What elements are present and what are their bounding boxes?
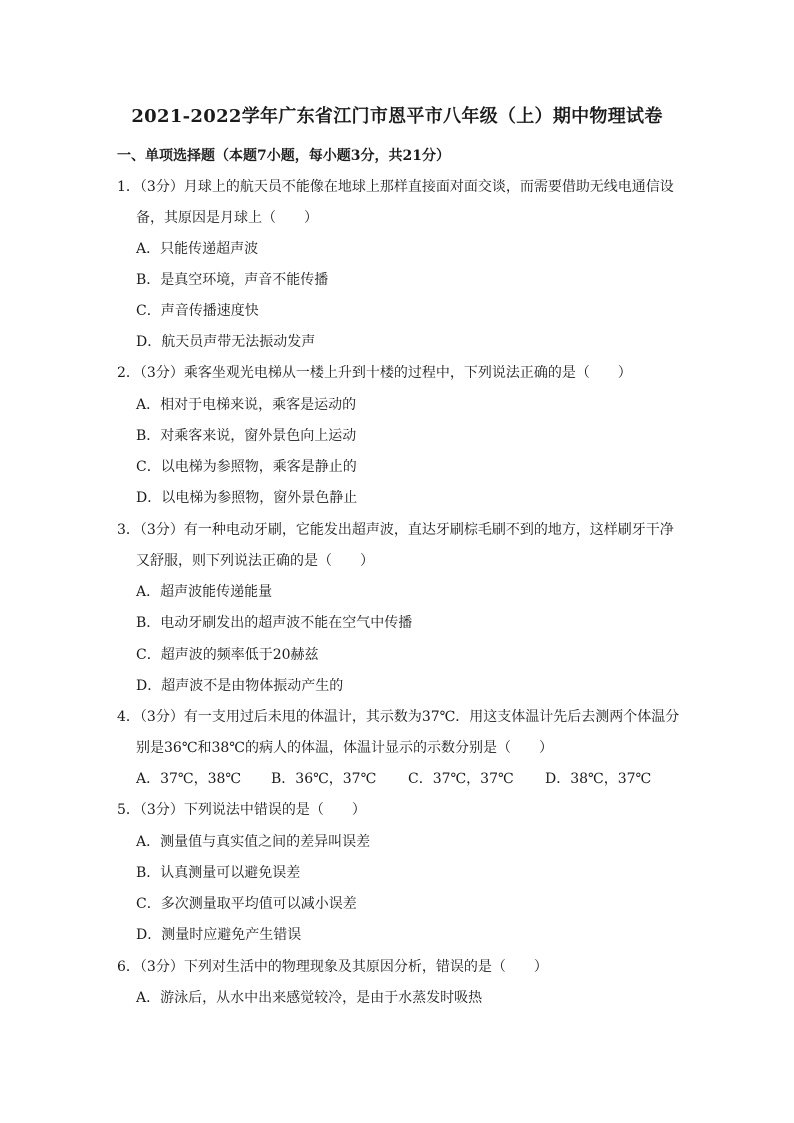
question-3-option-b: B．电动牙刷发出的超声波不能在空气中传播: [136, 615, 413, 631]
question-3-line-1: 3．（3分）有一种电动牙刷，它能发出超声波，直达牙刷棕毛刷不到的地方，这样刷牙干净: [117, 522, 674, 538]
question-2-line-1: 2．（3分）乘客坐观光电梯从一楼上升到十楼的过程中，下列说法正确的是（ ）: [117, 365, 632, 381]
question-6-option-a: A．游泳后，从水中出来感觉较冷，是由于水蒸发时吸热: [136, 990, 483, 1006]
question-5-option-a: A．测量值与真实值之间的差异叫误差: [136, 834, 371, 850]
question-1-line-2: 备，其原因是月球上（ ）: [136, 210, 318, 226]
question-4-option-b: B．36℃，37℃: [271, 771, 377, 787]
exam-title: 2021-2022学年广东省江门市恩平市八年级（上）期中物理试卷: [131, 106, 663, 127]
question-1-option-c: C．声音传播速度快: [136, 303, 259, 319]
question-3-option-c: C．超声波的频率低于20赫兹: [136, 647, 319, 663]
question-2-option-a: A．相对于电梯来说，乘客是运动的: [136, 397, 357, 413]
question-3-line-2: 又舒服，则下列说法正确的是（ ）: [136, 553, 374, 569]
question-4-option-a: A．37℃，38℃: [136, 771, 242, 787]
question-1-option-b: B．是真空环境，声音不能传播: [136, 272, 329, 288]
question-2-option-d: D．以电梯为参照物，窗外景色静止: [136, 490, 358, 506]
question-6-line-1: 6．（3分）下列对生活中的物理现象及其原因分析，错误的是（ ）: [117, 959, 548, 975]
question-2-option-c: C．以电梯为参照物，乘客是静止的: [136, 459, 357, 475]
question-4-option-c: C．37℃，37℃: [408, 771, 514, 787]
question-4-line-1: 4．（3分）有一支用过后未甩的体温计，其示数为37℃．用这支体温计先后去测两个体温分: [117, 709, 680, 725]
question-2-option-b: B．对乘客来说，窗外景色向上运动: [136, 428, 357, 444]
question-1-option-d: D．航天员声带无法振动发声: [136, 334, 316, 350]
question-1-line-1: 1．（3分）月球上的航天员不能像在地球上那样直接面对面交谈，而需要借助无线电通信设: [117, 179, 674, 195]
question-5-line-1: 5．（3分）下列说法中错误的是（ ）: [117, 802, 366, 818]
question-3-option-a: A．超声波能传递能量: [136, 584, 273, 600]
question-5-option-d: D．测量时应避免产生错误: [136, 927, 302, 943]
question-5-option-b: B．认真测量可以避免误差: [136, 865, 301, 881]
question-4-line-2: 别是36℃和38℃的病人的体温，体温计显示的示数分别是（ ）: [136, 740, 553, 756]
section-heading: 一、单项选择题（本题7小题，每小题3分，共21分）: [117, 148, 450, 164]
question-1-option-a: A．只能传递超声波: [136, 241, 259, 257]
question-5-option-c: C．多次测量取平均值可以减小误差: [136, 896, 357, 912]
question-3-option-d: D．超声波不是由物体振动产生的: [136, 678, 344, 694]
question-4-option-d: D．38℃，37℃: [545, 771, 652, 787]
